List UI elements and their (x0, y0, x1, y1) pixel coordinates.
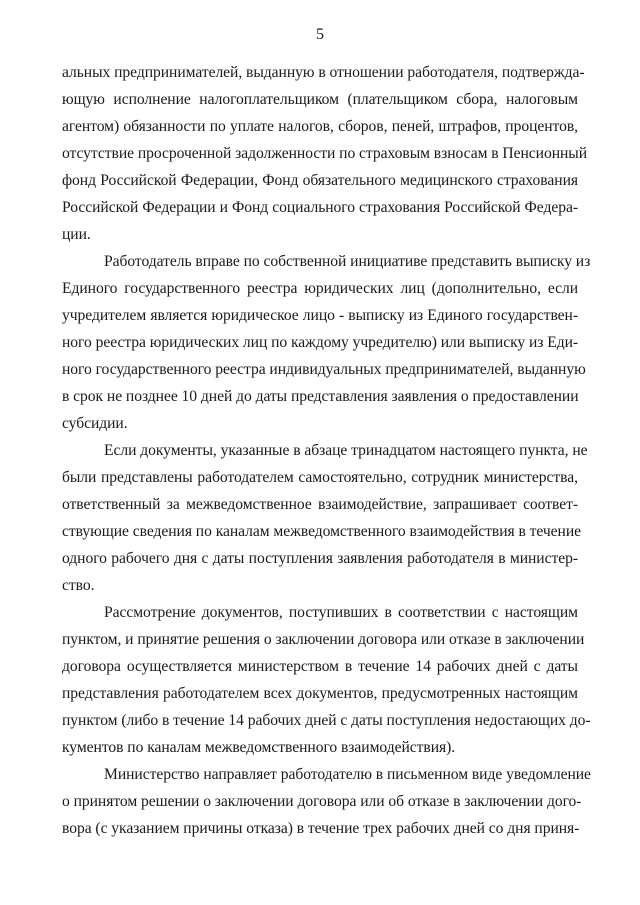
text-line: Работодатель вправе по собственной инициативе представить выписку из (104, 253, 591, 270)
text-line: ного государственного реестра индивидуальных предпринимателей, выданную (62, 361, 586, 378)
text-line: о принятом решении о заключении договора или об отказе в заключении дого- (62, 793, 582, 810)
text-line: ции. (62, 226, 91, 243)
text-line: Если документы, указанные в абзаце тринадцатом настоящего пункта, не (104, 442, 588, 459)
text-line: представления работодателем всех документов, предусмотренных настоящим (62, 685, 578, 702)
text-line: Рассмотрение документов, поступивших в соответствии с настоящим (104, 604, 578, 621)
text-line: в срок не позднее 10 дней до даты представления заявления о предоставлении (62, 388, 579, 405)
text-line: были представлены работодателем самостоятельно, сотрудник министерства, (62, 469, 578, 486)
text-line: одного рабочего дня с даты поступления заявления работодателя в министер- (62, 550, 578, 567)
text-line: Министерство направляет работодателю в письменном виде уведомление (104, 766, 591, 783)
text-line: ствующие сведения по каналам межведомственного взаимодействия в течение (62, 523, 582, 540)
text-line: ство. (62, 577, 95, 594)
text-line: ответственный за межведомственное взаимодействие, запрашивает соответ- (62, 496, 578, 513)
text-line: агентом) обязанности по уплате налогов, сборов, пеней, штрафов, процентов, (62, 118, 578, 135)
text-line: договора осуществляется министерством в течение 14 рабочих дней с даты (62, 658, 578, 675)
text-line: кументов по каналам межведомственного взаимодействия). (62, 739, 456, 756)
text-line: Российской Федерации и Фонд социального страхования Российской Федера- (62, 199, 578, 216)
text-line: пунктом, и принятие решения о заключении договора или отказе в заключении (62, 631, 585, 648)
text-line: фонд Российской Федерации, Фонд обязательного медицинского страхования (62, 172, 578, 189)
text-line: вора (с указанием причины отказа) в течение трех рабочих дней со дня приня- (62, 820, 580, 837)
text-line: альных предпринимателей, выданную в отношении работодателя, подтвержда- (62, 64, 585, 81)
page-number: 5 (316, 26, 324, 43)
text-line: отсутствие просроченной задолженности по страховым взносам в Пенсионный (62, 145, 588, 162)
text-line: учредителем является юридическое лицо - выписку из Единого государствен- (62, 307, 578, 324)
text-line: Единого государственного реестра юридических лиц (дополнительно, если (62, 280, 578, 297)
text-line: пунктом (либо в течение 14 рабочих дней с даты поступления недостающих до- (62, 712, 591, 729)
text-line: субсидии. (62, 415, 128, 432)
text-line: ющую исполнение налогоплательщиком (плательщиком сбора, налоговым (62, 91, 578, 108)
text-line: ного реестра юридических лиц по каждому учредителю) или выписку из Еди- (62, 334, 579, 351)
